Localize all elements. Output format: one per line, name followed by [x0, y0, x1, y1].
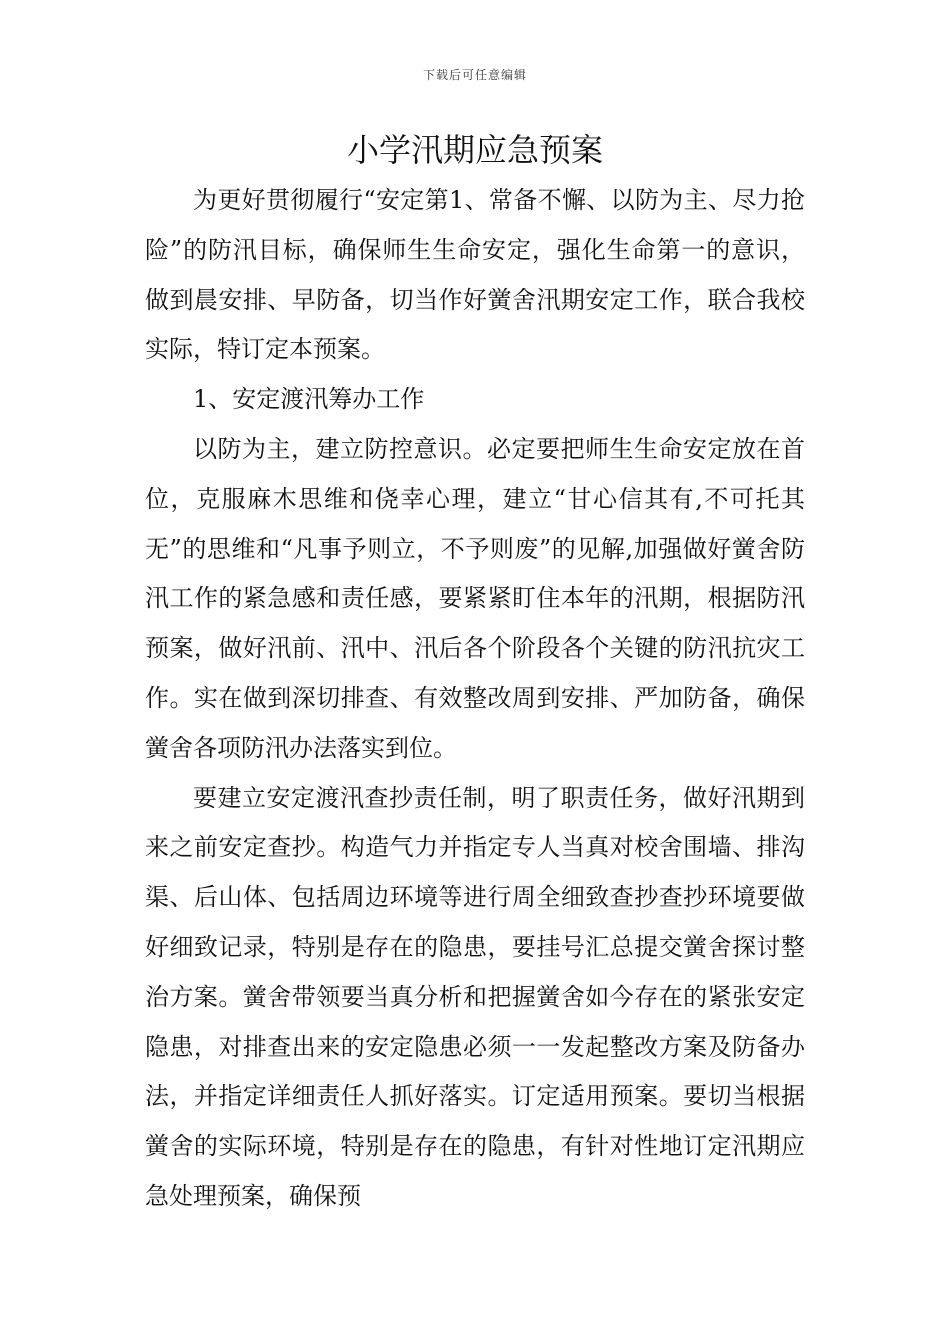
paragraph-prevention: 以防为主，建立防控意识。必定要把师生生命安定放在首位，克服麻木思维和侥幸心理，建立“甘心信其有,不可托其无”的思维和“凡事予则立，不予则废”的见解,加强做好黉舍防汛工作的紧急感和责任感，要紧紧盯住本年的汛期，根据防汛预案，做好汛前、汛中、汛后各个阶段各个关键的防汛抗灾工作。实在做到深切排查、有效整改周到安排、严加防备，确保黉舍各项防汛办法落实到位。	[145, 434, 805, 762]
header-note: 下载后可任意编辑	[422, 68, 527, 82]
paragraph-inspection: 要建立安定渡汛查抄责任制，明了职责任务，做好汛期到来之前安定查抄。构造气力并指定专人当真对校舍围墙、排沟渠、后山体、包括周边环境等进行周全细致查抄查抄环境要做好细致记录，特别是存在的隐患，要挂号汇总提交黉舍探讨整治方案。黉舍带领要当真分析和把握黉舍如今存在的紧张安定隐患，对排查出来的安定隐患必须一一发起整改方案及防备办法，并指定详细责任人抓好落实。订定适用预案。要切当根据黉舍的实际环境，特别是存在的隐患，有针对性地订定汛期应急处理预案，确保预	[145, 783, 805, 1210]
document-body	[145, 176, 805, 1222]
section-heading-1: 1、安定渡汛筹办工作	[193, 385, 425, 414]
document-title: 小学汛期应急预案	[346, 131, 603, 169]
paragraph-intro: 为更好贯彻履行“安定第1、常备不懈、以防为主、尽力抢险”的防汛目标，确保师生生命安定，强化生命第一的意识，做到晨安排、早防备，切当作好黉舍汛期安定工作，联合我校实际，特订定本预案。	[145, 186, 805, 364]
